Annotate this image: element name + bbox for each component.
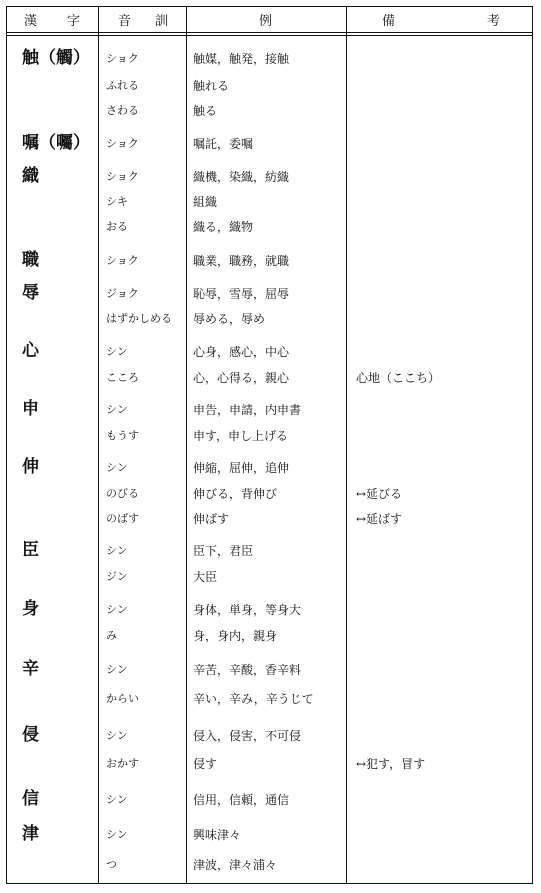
kanji-cell: 嘱（囑）: [22, 133, 90, 153]
kanji-cell: 侵: [22, 725, 39, 745]
reading-cell: シン: [106, 544, 128, 557]
reading-cell: おる: [106, 220, 128, 233]
example-cell: 伸びる，背伸び: [193, 487, 278, 501]
table-row: [0, 690, 541, 708]
table-row: [0, 568, 541, 586]
example-cell: 心身，感心，中心: [193, 345, 290, 359]
kanji-cell: 申: [22, 399, 39, 419]
table-row: [0, 193, 541, 211]
example-cell: 身体，単身，等身大: [193, 603, 302, 617]
reading-cell: シン: [106, 663, 128, 676]
example-cell: 伸縮，屈伸，追伸: [193, 461, 290, 475]
example-cell: 恥辱，雪辱，屈辱: [193, 287, 290, 301]
kanji-cell: 心: [22, 341, 39, 361]
kanji-cell: 職: [22, 250, 39, 270]
table-row: [0, 826, 541, 844]
example-cell: 侵す: [193, 757, 218, 771]
table-row: [0, 427, 541, 445]
table-row: [0, 252, 541, 270]
table-row: [0, 77, 541, 95]
table-row: [0, 791, 541, 809]
table-row: [0, 168, 541, 186]
reading-cell: のばす: [106, 512, 139, 525]
reading-cell: のびる: [106, 487, 139, 500]
kanji-cell: 身: [22, 599, 39, 619]
reading-cell: シン: [106, 403, 128, 416]
header-notes-char: 考: [486, 14, 500, 29]
reading-cell: シン: [106, 793, 128, 806]
header-divider: [6, 32, 533, 33]
reading-cell: こころ: [106, 371, 139, 384]
example-cell: 申す，申し上げる: [193, 429, 289, 443]
header-kanji-char: 漢: [24, 14, 38, 29]
header-reading: [118, 10, 168, 30]
reading-cell: からい: [106, 692, 139, 705]
example-cell: 申告，申請，内申書: [193, 403, 302, 417]
reading-cell: ふれる: [106, 79, 139, 92]
reading-cell: ジン: [106, 570, 128, 583]
example-cell: 触る: [193, 104, 218, 118]
note-cell: ↔延びる: [356, 487, 403, 501]
example-cell: 嘱託，委嘱: [193, 137, 254, 151]
table-row: [0, 755, 541, 773]
example-cell: 心，心得る，親心: [193, 371, 290, 385]
example-cell: 信用，信頼，通信: [193, 793, 290, 807]
header-divider: [6, 35, 533, 36]
header-example: [259, 10, 273, 30]
reading-cell: はずかしめる: [106, 312, 172, 325]
table-row: [0, 510, 541, 528]
example-cell: 触媒，触発，接触: [193, 52, 290, 66]
example-cell: 組織: [193, 195, 218, 209]
reading-cell: ショク: [106, 254, 139, 267]
example-cell: 職業，職務，就職: [193, 254, 290, 268]
example-cell: 織機，染織，紡織: [193, 170, 290, 184]
example-cell: 触れる: [193, 79, 230, 93]
table-row: [0, 285, 541, 303]
reading-cell: シン: [106, 603, 128, 616]
reading-cell: ショク: [106, 170, 139, 183]
reading-cell: シン: [106, 729, 128, 742]
note-cell: 心地（ここち）: [356, 371, 441, 385]
reading-cell: シン: [106, 461, 128, 474]
reading-cell: シキ: [106, 195, 128, 208]
example-cell: 辛苦，辛酸，香辛料: [193, 663, 302, 677]
table-row: [0, 343, 541, 361]
table-row: [0, 459, 541, 477]
kanji-cell: 辱: [22, 283, 39, 303]
reading-cell: さわる: [106, 104, 139, 117]
header-kanji: [24, 10, 80, 30]
kanji-cell: 織: [22, 166, 39, 186]
table-row: [0, 485, 541, 503]
example-cell: 侵入，侵害，不可侵: [193, 729, 302, 743]
kanji-cell: 辛: [22, 659, 39, 679]
reading-cell: シン: [106, 828, 128, 841]
table-row: [0, 727, 541, 745]
example-cell: 身，身内，親身: [193, 629, 278, 643]
table-row: [0, 601, 541, 619]
example-cell: 大臣: [193, 570, 218, 584]
kanji-cell: 信: [22, 789, 39, 809]
reading-cell: ショク: [106, 52, 139, 65]
reading-cell: もうす: [106, 429, 139, 442]
header-notes-char: 備: [382, 14, 396, 29]
table-row: [0, 661, 541, 679]
example-cell: 辱める，辱め: [193, 312, 266, 326]
reading-cell: つ: [106, 858, 117, 871]
table-row: [0, 542, 541, 560]
table-row: [0, 218, 541, 236]
table-row: [0, 102, 541, 120]
reading-cell: み: [106, 629, 117, 642]
reading-cell: おかす: [106, 757, 139, 770]
table-row: [0, 135, 541, 153]
header-notes: [382, 10, 500, 30]
table-row: [0, 401, 541, 419]
header-kanji-char: 字: [66, 14, 80, 29]
table-row: [0, 856, 541, 874]
kanji-cell: 触（觸）: [22, 48, 90, 68]
table-row: [0, 627, 541, 645]
table-row: [0, 50, 541, 68]
table-row: [0, 369, 541, 387]
example-cell: 織る，織物: [193, 220, 254, 234]
example-cell: 興味津々: [193, 828, 242, 842]
kanji-cell: 伸: [22, 457, 39, 477]
example-cell: 辛い，辛み，辛うじて: [193, 692, 314, 706]
note-cell: ↔延ばす: [356, 512, 403, 526]
reading-cell: ジョク: [106, 287, 139, 300]
table-row: [0, 310, 541, 328]
kanji-cell: 臣: [22, 540, 39, 560]
example-cell: 臣下，君臣: [193, 544, 254, 558]
example-cell: 津波，津々浦々: [193, 858, 278, 872]
header-reading-char: 訓: [154, 14, 168, 29]
reading-cell: ショク: [106, 137, 139, 150]
kanji-cell: 津: [22, 824, 39, 844]
example-cell: 伸ばす: [193, 512, 230, 526]
header-reading-char: 音: [118, 14, 132, 29]
reading-cell: シン: [106, 345, 128, 358]
note-cell: ↔犯す，冒す: [356, 757, 426, 771]
header-example-char: 例: [259, 14, 273, 29]
